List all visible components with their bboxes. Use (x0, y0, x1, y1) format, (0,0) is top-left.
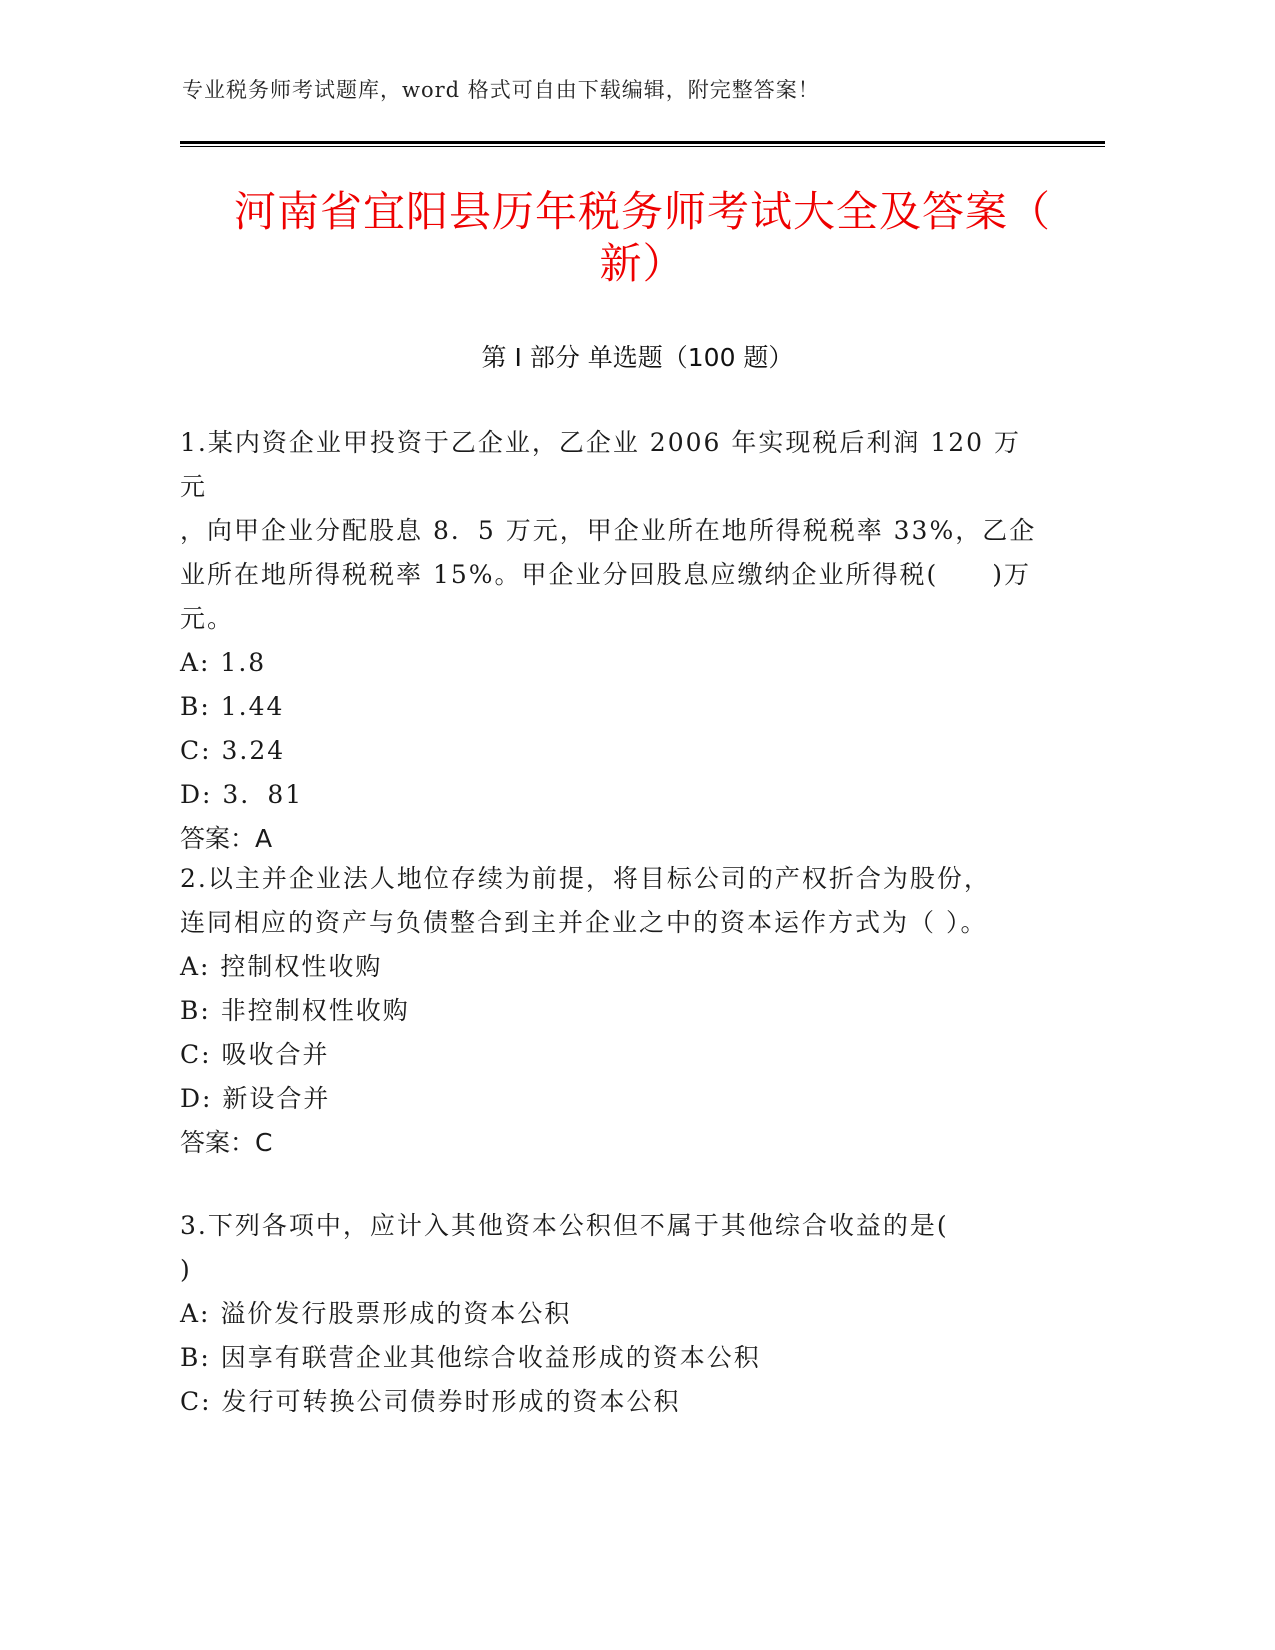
question-3 (180, 1204, 1040, 1424)
question-stem-line: ) (180, 1255, 192, 1284)
question-stem-line: 1.某内资企业甲投资于乙企业，乙企业 2006 年实现税后利润 120 万元 (180, 428, 1021, 501)
option-b: B: 因享有联营企业其他综合收益形成的资本公积 (180, 1343, 761, 1372)
document-title-line-2: 新） (599, 239, 686, 288)
question-2 (180, 857, 1040, 1165)
option-b: B: 非控制权性收购 (180, 996, 410, 1025)
section-title: 第 I 部分 单选题（100 题） (481, 343, 794, 372)
answer: 答案：C (180, 1128, 273, 1157)
option-c: C: 吸收合并 (180, 1040, 330, 1069)
header-rule (180, 141, 1105, 144)
option-d: D: 3．81 (180, 780, 304, 809)
question-stem-line: 2.以主并企业法人地位存续为前提，将目标公司的产权折合为股份， (180, 864, 991, 893)
answer: 答案：A (180, 824, 273, 853)
question-stem-line: 业所在地所得税税率 15%。甲企业分回股息应缴纳企业所得税( )万 (180, 560, 1032, 589)
question-stem-line: ，向甲企业分配股息 8．5 万元，甲企业所在地所得税税率 33%，乙企 (180, 516, 1037, 545)
question-stem-line: 连同相应的资产与负债整合到主并企业之中的资本运作方式为（ ）。 (180, 908, 988, 937)
option-b: B: 1.44 (180, 692, 285, 721)
option-c: C: 发行可转换公司债券时形成的资本公积 (180, 1387, 681, 1416)
option-a: A: 1.8 (180, 648, 267, 677)
question-stem-line: 元。 (180, 604, 235, 633)
option-a: A: 控制权性收购 (180, 952, 383, 981)
document-title (150, 186, 1135, 290)
header-rule-thin (180, 146, 1105, 147)
question-1 (180, 421, 1040, 861)
option-a: A: 溢价发行股票形成的资本公积 (180, 1299, 572, 1328)
option-d: D: 新设合并 (180, 1084, 331, 1113)
document-title-line-1: 河南省宜阳县历年税务师考试大全及答案（ (233, 187, 1051, 236)
header-note: 专业税务师考试题库，word 格式可自由下载编辑，附完整答案！ (182, 78, 820, 102)
option-c: C: 3.24 (180, 736, 286, 765)
question-stem-line: 3.下列各项中，应计入其他资本公积但不属于其他综合收益的是( (180, 1211, 949, 1240)
